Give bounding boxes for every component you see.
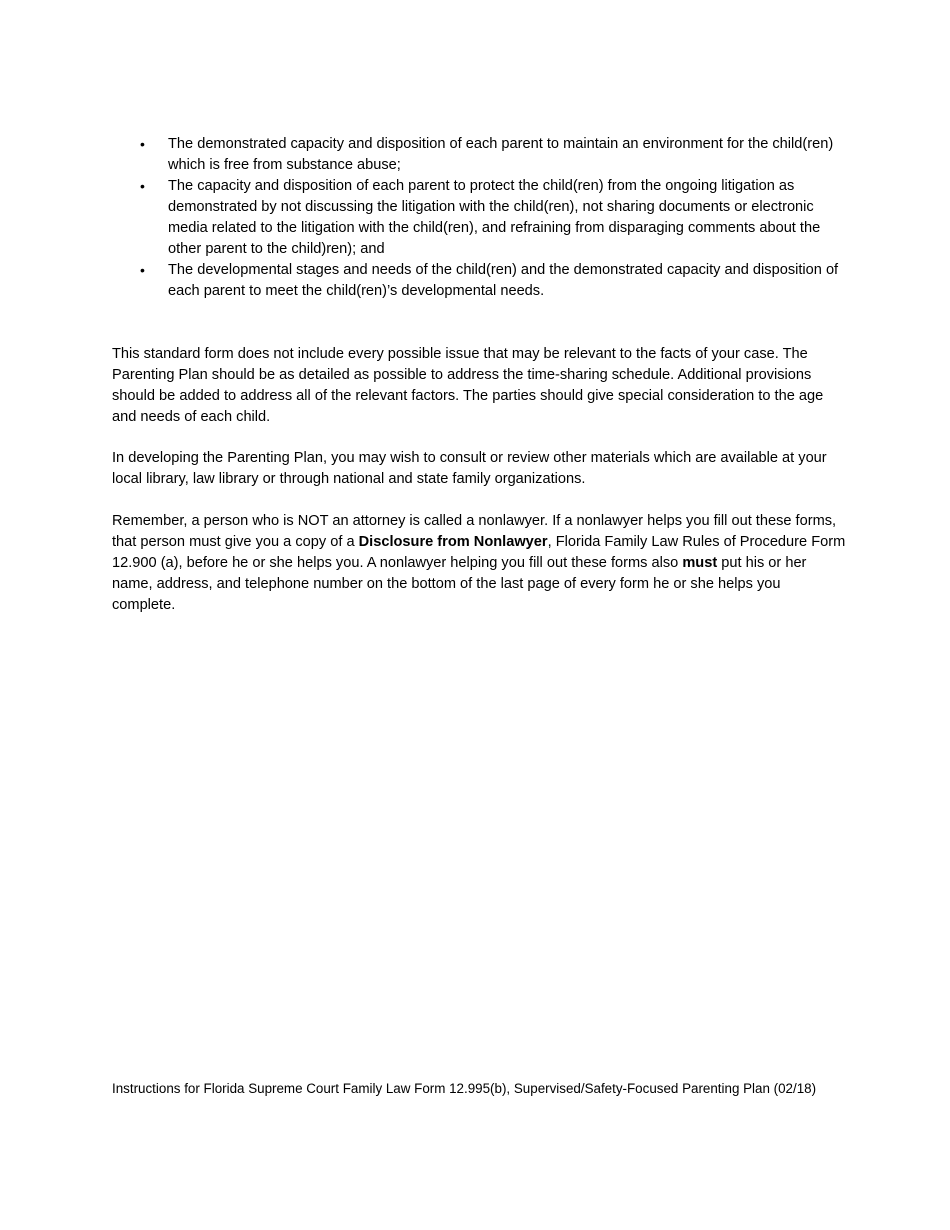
page-footer: Instructions for Florida Supreme Court Family Law Form 12.995(b), Supervised/Safety-Focused Parenting Plan (02/18) <box>112 1081 817 1096</box>
bullet-item <box>112 134 842 176</box>
must-bold: must <box>682 555 718 571</box>
standard-form-paragraph: This standard form does not include every possible issue that may be relevant to the facts of your case. The Parenting Plan should be as detailed as possible to address the time-sharing schedule. Additional provisions should be added to address all of the relevant factors. The parties should give special consideration to the age and needs of each child. <box>112 346 824 425</box>
factor-bullet-list <box>112 134 842 302</box>
bullet-text: The demonstrated capacity and disposition of each parent to maintain an environment for the child(ren) which is free from substance abuse; <box>168 136 834 173</box>
nonlawyer-text-part3: put his or her name, address, and telephone number on the bottom of the last page of every form he or she helps you complete. <box>112 555 807 613</box>
bullet-text: The capacity and disposition of each parent to protect the child(ren) from the ongoing litigation as demonstrated by not discussing the litigation with the child(ren), not sharing documents or electronic media related to the litigation with the child(ren), and refraining from disparaging comments about the other parent to the child)ren); and <box>168 178 821 257</box>
nonlawyer-paragraph <box>112 511 847 616</box>
bullet-item <box>112 260 842 302</box>
nonlawyer-text-part1: Remember, a person who is NOT an attorney is called a nonlawyer. If a nonlawyer helps you fill out these forms, that person must give you a copy of a <box>112 513 837 550</box>
nonlawyer-text-part2: , Florida Family Law Rules of Procedure Form 12.900 (a), before he or she helps you. A nonlawyer helping you fill out these forms also <box>112 534 846 571</box>
bullet-icon: • <box>140 136 145 152</box>
bullet-icon: • <box>140 262 145 278</box>
bullet-text: The developmental stages and needs of the child(ren) and the demonstrated capacity and disposition of each parent to meet the child(ren)’s developmental needs. <box>168 262 839 299</box>
bullet-item <box>112 176 842 260</box>
developing-plan-paragraph: In developing the Parenting Plan, you may wish to consult or review other materials which are available at your local library, law library or through national and state family organizations. <box>112 450 827 487</box>
bullet-icon: • <box>140 178 145 194</box>
disclosure-from-nonlawyer-bold: Disclosure from Nonlawyer <box>358 534 548 550</box>
